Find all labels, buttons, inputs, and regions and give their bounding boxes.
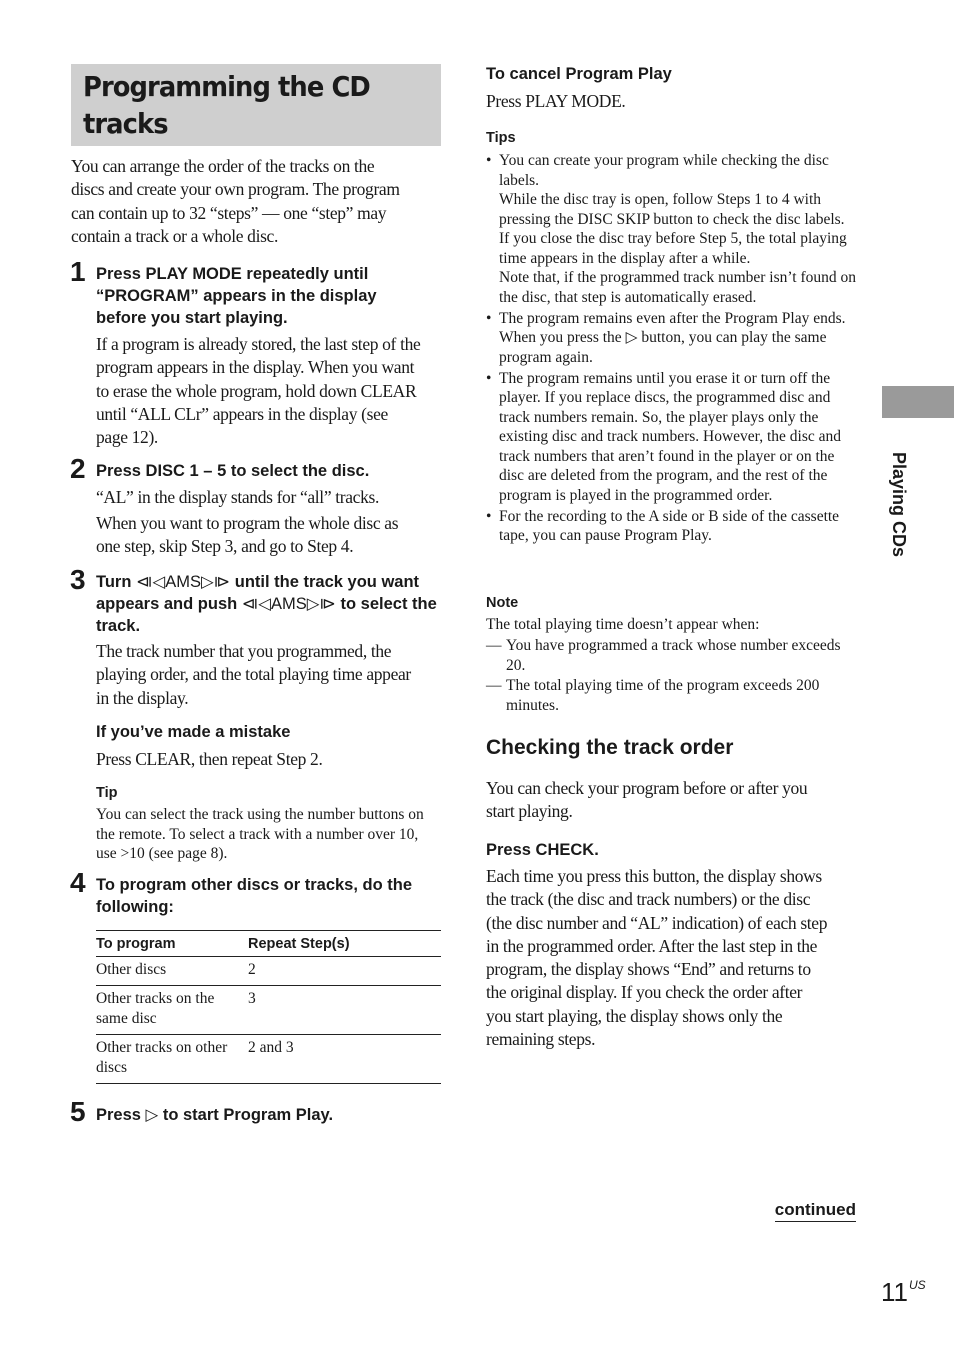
tips-heading: Tips xyxy=(486,130,516,146)
note-intro: The total playing time doesn’t appear when: xyxy=(486,616,760,633)
table-cell: Other tracks on other discs xyxy=(96,1035,248,1084)
intro-paragraph: You can arrange the order of the tracks on the discs and create your own program. The program can contain up to 32 “steps” — one “step” may contain a track or a whole disc. xyxy=(71,156,400,246)
page-suffix: US xyxy=(909,1278,926,1292)
program-steps-table xyxy=(96,930,441,1084)
table-row xyxy=(96,986,441,1035)
tip-body: You can select the track using the number buttons on the remote. To select a track with a number over 10, use >10 (see page 8). xyxy=(96,806,424,862)
step-1-body: If a program is already stored, the last step of the program appears in the display. When you want to erase the whole program, hold down CLEAR until “ALL CLr” appears in the display (see page 12). xyxy=(96,334,421,448)
step-2-body-2: When you want to program the whole disc as one step, skip Step 3, and go to Step 4. xyxy=(96,513,399,557)
tip-heading: Tip xyxy=(96,785,118,801)
step-2-body: “AL” in the display stands for “all” tracks. xyxy=(96,487,379,507)
cancel-heading: To cancel Program Play xyxy=(486,65,672,83)
tip-item: • The program remains even after the Program Play ends. When you press the ▷ button, you can play the same program again. xyxy=(486,309,856,368)
tip-item: • The program remains until you erase it or turn off the player. If you replace discs, the programmed disc and track numbers remain. So, the player plays only the existing disc and track numbers. However, the disc and track numbers that aren’t found in the player or on the disc are deleted from the program, and the rest of the program is played in the programmed order. xyxy=(486,369,856,506)
checking-press: Press CHECK. xyxy=(486,841,599,859)
section-tab-marker xyxy=(882,386,954,418)
play-icon: ▷ xyxy=(145,1106,159,1124)
section-tab-label: Playing CDs xyxy=(889,452,909,558)
table-header-row xyxy=(96,931,441,957)
checking-heading: Checking the track order xyxy=(486,736,734,759)
page-number: $11^{US}$ xyxy=(881,1277,926,1307)
table-header-cell: To program xyxy=(96,931,248,957)
step-3-heading: Turn ⧏◁AMS▷⧐ until the track you want appears and push ⧏◁AMS▷⧐ to select the track. xyxy=(96,573,437,635)
cancel-body: Press PLAY MODE. xyxy=(486,91,626,111)
page-title: Programming the CD tracks xyxy=(83,70,370,140)
checking-intro: You can check your program before or after you start playing. xyxy=(486,778,808,822)
step-5-heading: Press ▷ to start Program Play. xyxy=(96,1106,334,1124)
step-2-heading: Press DISC 1 – 5 to select the disc. xyxy=(96,462,370,480)
step-3-number: 3 xyxy=(70,564,86,595)
table-cell: 2 xyxy=(248,957,441,986)
step-1-heading: Press PLAY MODE repeatedly until “PROGRAM” appears in the display before you start playing. xyxy=(96,265,377,327)
table-header-cell: Repeat Step(s) xyxy=(248,931,441,957)
table-cell: 3 xyxy=(248,986,441,1035)
mistake-body: Press CLEAR, then repeat Step 2. xyxy=(96,749,323,769)
mistake-heading: If you’ve made a mistake xyxy=(96,723,291,741)
step-4-heading: To program other discs or tracks, do the following: xyxy=(96,876,413,916)
ams-dial-icon: ⧏◁AMS▷⧐ xyxy=(136,573,231,591)
note-item: — The total playing time of the program exceeds 200 minutes. xyxy=(486,676,856,715)
note-heading: Note xyxy=(486,595,519,611)
play-icon: ▷ xyxy=(625,329,638,346)
tip-item: • You can create your program while checking the disc labels. While the disc tray is open, follow Steps 1 to 4 with pressing the DISC SKIP button to check the disc labels. If you close the disc tray before Step 5, the total playing time appears in the display after a while. Note that, if the programmed track number isn’t found on the disc, that step is automatically erased. xyxy=(486,151,856,307)
table-cell: 2 and 3 xyxy=(248,1035,441,1084)
table-row xyxy=(96,1035,441,1084)
tips-list xyxy=(486,151,856,547)
step-4-number: 4 xyxy=(70,867,86,898)
tip-item: • For the recording to the A side or B side of the cassette tape, you can pause Program Play. xyxy=(486,507,856,546)
continued-label: continued xyxy=(775,1200,856,1222)
note-list xyxy=(486,636,856,716)
step-1-number: 1 xyxy=(70,256,86,287)
ams-dial-icon: ⧏◁AMS▷⧐ xyxy=(241,595,336,613)
table-cell: Other discs xyxy=(96,957,248,986)
checking-body: Each time you press this button, the display shows the track (the disc and track numbers) or the disc (the disc number and “AL” indication) of each step in the programmed order. After the last step in the program, the display shows “End” and returns to the original display. If you check the order after you start playing, the display shows only the remaining steps. xyxy=(486,866,828,1050)
step-5-number: 5 xyxy=(70,1096,86,1127)
step-3-body: The track number that you programmed, the playing order, and the total playing time appear in the display. xyxy=(96,641,411,708)
table-row xyxy=(96,957,441,986)
title-banner xyxy=(71,64,441,146)
note-item: — You have programmed a track whose number exceeds 20. xyxy=(486,636,856,675)
step-2-number: 2 xyxy=(70,453,86,484)
table-cell: Other tracks on the same disc xyxy=(96,986,248,1035)
